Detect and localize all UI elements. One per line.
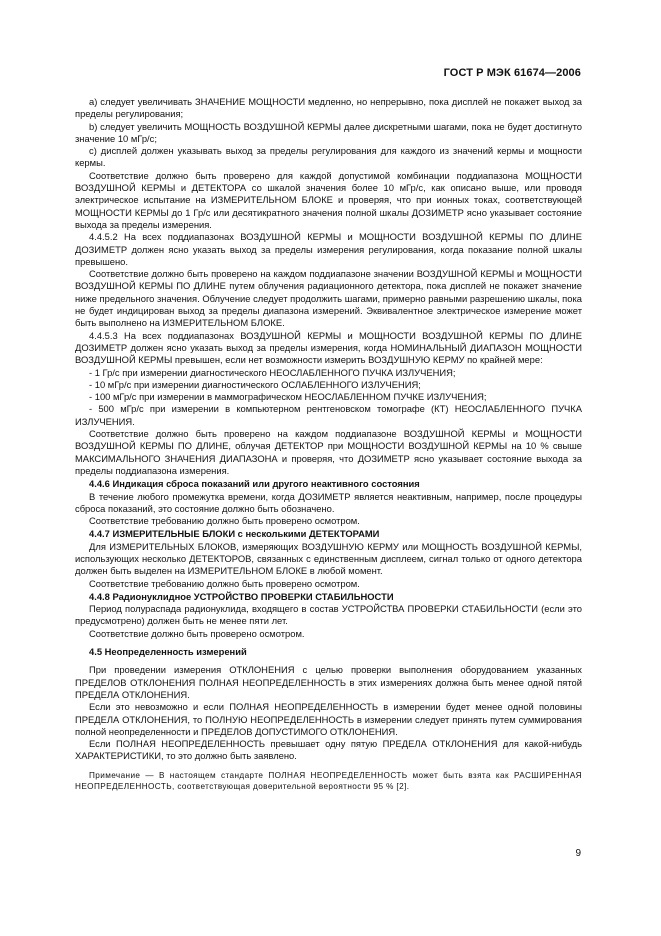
- paragraph: Если ПОЛНАЯ НЕОПРЕДЕЛЕННОСТЬ превышает одну пятую ПРЕДЕЛА ОТКЛОНЕНИЯ для какой-нибудь ХАРАКТЕРИСТИКИ, то это должно быть заявлено.: [75, 738, 582, 762]
- heading-4-5: 4.5 Неопределенность измерений: [89, 646, 247, 658]
- list-item: - 500 мГр/с при измерении в компьютерном рентгеновском томографе (КТ) НЕОСЛАБЛЕННОГО ПУЧКА ИЗЛУЧЕНИЯ.: [75, 403, 582, 427]
- item-c: c) дисплей должен указывать выход за пределы регулирования для каждого из значений кермы и мощности кермы.: [75, 145, 582, 169]
- compliance-paragraph: Соответствие должно быть проверено для каждой допустимой комбинации поддиапазона МОЩНОСТИ ВОЗДУШНОЙ КЕРМЫ и ДЕТЕКТОРА со шкалой значения более 10 мГр/с, как описано выше, или проводя электрическое испытание на ИЗМЕРИТЕЛЬНОМ БЛОКЕ и проверяя, что при ионных токах, соответствующей МОЩНОСТИ КЕРМЫ до 1 Гр/с или десятикратного значения полной шкалы ДОЗИМЕТР ясно указывает состояние выхода за пределы измерения.: [75, 169, 582, 230]
- compliance-paragraph: Соответствие должно быть проверено на каждом поддиапазоне ВОЗДУШНОЙ КЕРМЫ и МОЩНОСТИ ВОЗДУШНОЙ КЕРМЫ ПО ДЛИНЕ, облучая ДЕТЕКТОР при МОЩНОСТИ ВОЗДУШНОЙ КЕРМЫ на 10 % свыше МАКСИМАЛЬНОГО ЗНАЧЕНИЯ ДИАПАЗОНА и проверяя, что ДОЗИМЕТР ясно указывает состояние выхода за пределы поддиапазона измерения.: [75, 428, 582, 476]
- standard-header: ГОСТ Р МЭК 61674—2006: [443, 67, 581, 79]
- item-b: b) следует увеличить МОЩНОСТЬ ВОЗДУШНОЙ КЕРМЫ далее дискретными шагами, пока не будет достигнуто значение 10 мГр/с;: [75, 120, 582, 144]
- compliance-paragraph: Соответствие должно быть проверено на каждом поддиапазоне значении ВОЗДУШНОЙ КЕРМЫ и МОЩНОСТИ ВОЗДУШНОЙ КЕРМЫ ПО ДЛИНЕ путем облучения радиационного детектора, пока дисплей не покажет значение ниже предельного значения. Облучение следует продолжить шагами, примерно равными разрешению шкалы, пока не будет индицирован выход за пределы диапазона измерений. Эквивалентное электрическое измерение может быть выполнено на ИЗМЕРИТЕЛЬНОМ БЛОКЕ.: [75, 268, 582, 329]
- list-item: - 1 Гр/с при измерении диагностического НЕОСЛАБЛЕННОГО ПУЧКА ИЗЛУЧЕНИЯ;: [89, 366, 456, 378]
- paragraph: Для ИЗМЕРИТЕЛЬНЫХ БЛОКОВ, измеряющих ВОЗДУШНУЮ КЕРМУ или МОЩНОСТЬ ВОЗДУШНОЙ КЕРМЫ, использующих несколько ДЕТЕКТОРОВ, связанных с единственным дисплеем, сигнал только от одного детектора должен быть выделен на ИЗМЕРИТЕЛЬНОМ БЛОКЕ в любой момент.: [75, 540, 582, 577]
- clause-4-4-5-2: 4.4.5.2 На всех поддиапазонах ВОЗДУШНОЙ КЕРМЫ и МОЩНОСТИ ВОЗДУШНОЙ КЕРМЫ ПО ДЛИНЕ ДОЗИМЕТР должен ясно указать выход за пределы измерения регулирования, когда показание полной шкалы превышено.: [75, 231, 582, 267]
- paragraph: Если это невозможно и если ПОЛНАЯ НЕОПРЕДЕЛЕННОСТЬ в измерении будет менее одной половины ПРЕДЕЛА ОТКЛОНЕНИЯ, то ПОЛНУЮ НЕОПРЕДЕЛЕННОСТЬ в измерении следует принять путем суммирования полной неопределенности и ПРЕДЕЛОВ ДОПУСТИМОГО ОТКЛОНЕНИЯ.: [75, 701, 582, 737]
- item-a: a) следует увеличивать ЗНАЧЕНИЕ МОЩНОСТИ медленно, но непрерывно, пока дисплей не покажет выход за пределы регулирования;: [75, 96, 582, 120]
- heading-4-4-8: 4.4.8 Радионуклидное УСТРОЙСТВО ПРОВЕРКИ СТАБИЛЬНОСТИ: [89, 590, 394, 602]
- compliance-paragraph: Соответствие должно быть проверено осмотром.: [89, 627, 305, 639]
- heading-4-4-7: 4.4.7 ИЗМЕРИТЕЛЬНЫЕ БЛОКИ с несколькими ДЕТЕКТОРАМИ: [89, 528, 380, 540]
- paragraph: При проведении измерения ОТКЛОНЕНИЯ с целью проверки выполнения оборудованием указанных ПРЕДЕЛОВ ОТКЛОНЕНИЯ ПОЛНАЯ НЕОПРЕДЕЛЕННОСТЬ в этих измерениях должна быть менее одной пятой ПРЕДЕЛА ОТКЛОНЕНИЯ.: [75, 664, 582, 700]
- clause-4-4-5-3: 4.4.5.3 На всех поддиапазонах ВОЗДУШНОЙ КЕРМЫ и МОЩНОСТИ ВОЗДУШНОЙ КЕРМЫ ПО ДЛИНЕ ДОЗИМЕТР должен ясно указать выход за пределы измерения, когда НОМИНАЛЬНЫЙ ДИАПАЗОН МОЩНОСТИ ВОЗДУШНОЙ КЕРМЫ превышен, если нет возможности измерить ВОЗДУШНУЮ КЕРМУ по крайней мере:: [75, 329, 582, 366]
- compliance-paragraph: Соответствие требованию должно быть проверено осмотром.: [89, 577, 360, 589]
- paragraph: Период полураспада радионуклида, входящего в состав УСТРОЙСТВА ПРОВЕРКИ СТАБИЛЬНОСТИ (если это предусмотрено) должен быть не менее пяти лет.: [75, 603, 582, 627]
- heading-4-4-6: 4.4.6 Индикация сброса показаний или другого неактивного состояния: [89, 478, 420, 490]
- note: Примечание — В настоящем стандарте ПОЛНАЯ НЕОПРЕДЕЛЕННОСТЬ может быть взята как РАСШИРЕННАЯ НЕОПРЕДЕЛЕННОСТЬ, соответствующая доверительной вероятности 95 % [2].: [75, 770, 582, 791]
- paragraph: В течение любого промежутка времени, когда ДОЗИМЕТР является неактивным, например, после процедуры сброса показаний, это состояние должно быть обозначено.: [75, 490, 582, 514]
- page-number: 9: [575, 848, 581, 859]
- document-body: [75, 96, 582, 792]
- list-item: - 10 мГр/с при измерении диагностического ОСЛАБЛЕННОГО ИЗЛУЧЕНИЯ;: [89, 378, 421, 390]
- compliance-paragraph: Соответствие требованию должно быть проверено осмотром.: [89, 515, 360, 527]
- list-item: - 100 мГр/с при измерении в маммографическом НЕОСЛАБЛЕННОМ ПУЧКЕ ИЗЛУЧЕНИЯ;: [89, 391, 487, 403]
